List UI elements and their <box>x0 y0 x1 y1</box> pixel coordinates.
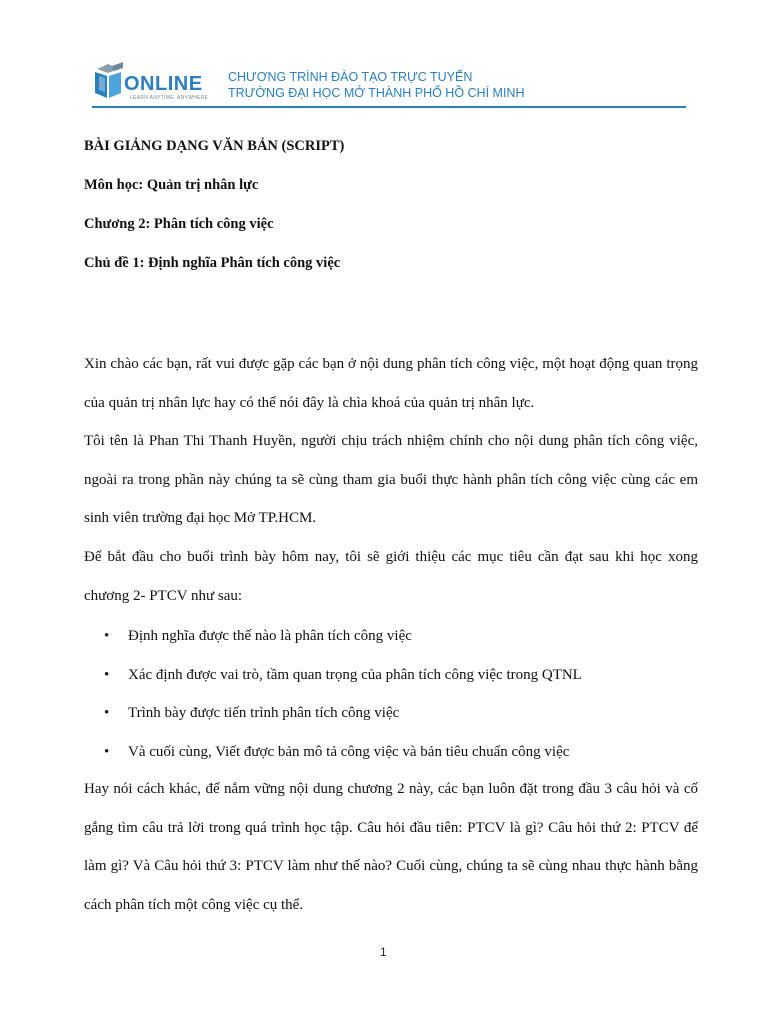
bullet-icon: • <box>104 666 110 683</box>
bullet-icon: • <box>104 628 110 644</box>
topic-heading: Chủ đề 1: Định nghĩa Phân tích công việc <box>84 255 341 271</box>
program-title <box>228 69 524 101</box>
list-item <box>84 617 698 656</box>
objectives-list <box>84 617 698 771</box>
list-item <box>84 733 698 772</box>
list-item-text: Và cuối cùng, Viết được bản mô tả công việc và bản tiêu chuẩn công việc <box>128 743 570 760</box>
document-header <box>92 60 686 108</box>
bullet-icon: • <box>104 743 110 760</box>
list-item <box>84 694 698 733</box>
logo-tagline: LEARN ANYTIME, ANYWHERE <box>130 95 209 101</box>
paragraph-objectives-intro: Để bắt đầu cho buổi trình bày hôm nay, tôi sẽ giới thiệu các mục tiêu cần đạt sau khi học xong chương 2- PTCV như sau: <box>84 549 698 604</box>
logo-text: ONLINE <box>124 73 203 95</box>
book-logo-icon <box>92 62 126 102</box>
list-item-text: Định nghĩa được thế nào là phân tích công việc <box>128 628 412 644</box>
subject-heading: Môn học: Quản trị nhân lực <box>84 177 259 193</box>
program-title-line-1: CHƯƠNG TRÌNH ĐÀO TẠO TRỰC TUYẾN <box>228 70 473 84</box>
paragraph-key-questions: Hay nói cách khác, để nắm vững nội dung chương 2 này, các bạn luôn đặt trong đầu 3 câu hỏi và cố gắng tìm câu trả lời trong quá trình học tập. Câu hỏi đầu tiên: PTCV là gì? Câu hỏi thứ 2: PTCV để làm gì? Và Câu hỏi thứ 3: PTCV làm như thế nào? Cuối cùng, chúng ta sẽ cùng nhau thực hành bằng cách phân tích một công việc cụ thể. <box>84 781 698 913</box>
chapter-heading: Chương 2: Phân tích công việc <box>84 216 274 232</box>
page-number: 1 <box>380 945 387 959</box>
header-divider <box>92 106 686 108</box>
list-item-text: Xác định được vai trò, tầm quan trọng của phân tích công việc trong QTNL <box>128 666 582 683</box>
list-item <box>84 656 698 695</box>
paragraph-greeting: Xin chào các bạn, rất vui được gặp các bạn ở nội dung phân tích công việc, một hoạt động quan trọng của quản trị nhân lực hay có thể nói đây là chìa khoá của quản trị nhân lực. <box>84 356 698 411</box>
document-type-heading: BÀI GIẢNG DẠNG VĂN BẢN (SCRIPT) <box>84 138 345 154</box>
paragraph-introduction: Tôi tên là Phan Thi Thanh Huyền, người chịu trách nhiệm chính cho nội dung phân tích công việc, ngoài ra trong phần này chúng ta sẽ cùng tham gia buổi thực hành phân tích công việc cùng các em sinh viên trường đại học Mở TP.HCM. <box>84 433 698 527</box>
program-title-line-2: TRƯỜNG ĐẠI HỌC MỞ THÀNH PHỐ HỒ CHÍ MINH <box>228 86 525 100</box>
list-item-text: Trình bày được tiến trình phân tích công việc <box>128 705 400 722</box>
bullet-icon: • <box>104 705 110 722</box>
online-logo <box>92 62 209 104</box>
